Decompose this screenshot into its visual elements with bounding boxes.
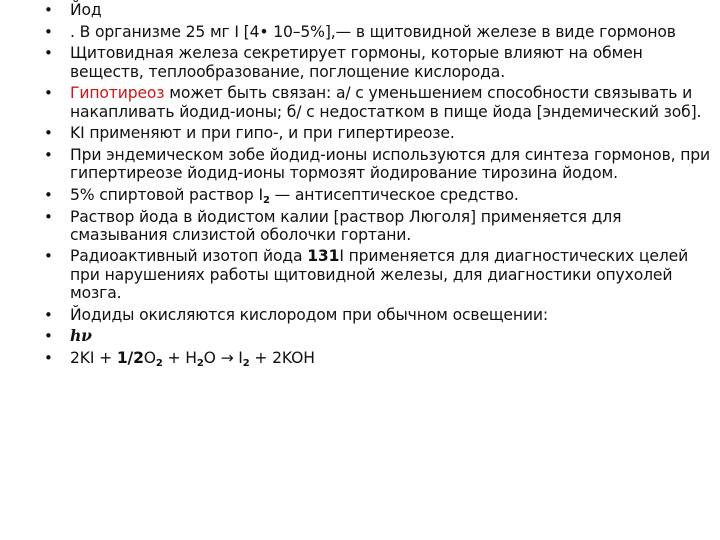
isotope-number: 131 <box>307 247 340 266</box>
item-text: Радиоактивный изотоп йода <box>70 247 308 266</box>
item-text: KI применяют и при гипо-, и при гипертиреозе. <box>70 124 455 143</box>
subscript: 2 <box>242 357 250 369</box>
list-item-lugol-solution <box>44 208 716 244</box>
bullet-icon: • <box>44 185 53 204</box>
equation-part: O → I <box>203 348 243 367</box>
list-item-reaction-equation <box>44 349 716 367</box>
equation-part: 2KI + <box>70 348 117 367</box>
item-text: может быть связан: а/ с уменьшением способности связывать и накапливать йодид-ионы; б/ с недостатком в пище йода [эндемический зоб]. <box>70 84 702 121</box>
subscript: 2 <box>155 357 163 369</box>
h-nu-symbol: hν <box>70 326 92 346</box>
bullet-icon: • <box>44 44 53 63</box>
list-item-body-content <box>44 23 716 41</box>
list-item-hypothyroidism <box>44 84 716 120</box>
bullet-icon: • <box>44 22 53 41</box>
equation-part: + H <box>162 348 197 367</box>
equation-part: + 2KOH <box>249 348 315 367</box>
bullet-icon: • <box>44 84 53 103</box>
subscript: 2 <box>262 194 270 206</box>
item-text: — антисептическое средство. <box>269 185 519 204</box>
bullet-icon: • <box>44 327 53 346</box>
highlight-term: Гипотиреоз <box>70 84 165 103</box>
bullet-icon: • <box>44 348 53 367</box>
list-item-iodide-oxidation <box>44 306 716 324</box>
list-item-endemic-goiter <box>44 146 716 182</box>
bullet-icon: • <box>44 305 53 324</box>
list-item-ki-usage <box>44 124 716 142</box>
list-item-radioactive-isotope <box>44 247 716 302</box>
item-text: Щитовидная железа секретирует гормоны, которые влияют на обмен веществ, теплообразование, поглощение кислорода. <box>70 44 643 81</box>
item-text: I применяется для диагностических целей при нарушениях работы щитовидной железы, для диагностики опухолей мозга. <box>70 247 689 302</box>
list-item-iodine-title <box>44 1 716 19</box>
item-text: 5% спиртовой раствор I <box>70 185 263 204</box>
list-item-thyroid-hormones <box>44 44 716 80</box>
list-item-alcohol-solution <box>44 186 716 204</box>
bullet-list <box>44 1 716 371</box>
item-text: Раствор йода в йодистом калии [раствор Люголя] применяется для смазывания слизистой оболочки гортани. <box>70 207 622 244</box>
bullet-icon: • <box>44 1 53 19</box>
bullet-icon: • <box>44 207 53 226</box>
bullet-icon: • <box>44 247 53 266</box>
item-text: Йодиды окисляются кислородом при обычном освещении: <box>70 305 548 324</box>
bullet-icon: • <box>44 145 53 164</box>
item-text: Йод <box>70 1 102 19</box>
item-text: При эндемическом зобе йодид-ионы используются для синтеза гормонов, при гипертиреозе йодид-ионы тормозят йодирование тирозина йодом. <box>70 145 711 183</box>
equation-part: O <box>143 348 156 367</box>
item-text: . В организме 25 мг I [4• 10–5%],— в щитовидной железе в виде гормонов <box>70 22 676 41</box>
equation-coefficient: 1/2 <box>116 348 144 367</box>
list-item-light-symbol <box>44 327 716 345</box>
bullet-icon: • <box>44 124 53 143</box>
subscript: 2 <box>196 357 204 369</box>
